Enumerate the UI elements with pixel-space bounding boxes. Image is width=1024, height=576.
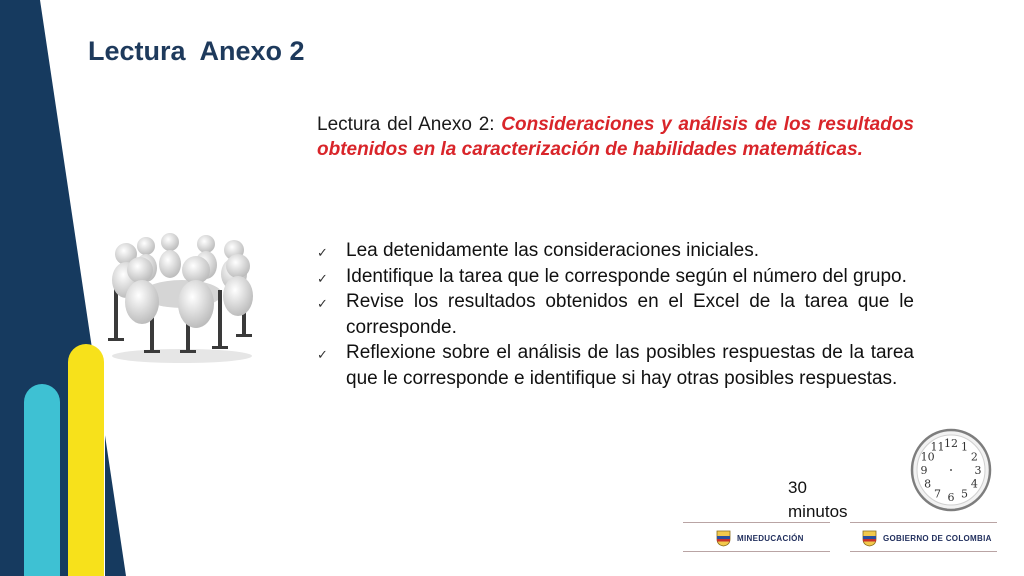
clock-number: 9 xyxy=(920,464,928,477)
list-item-text: Lea detenidamente las consideraciones iniciales. xyxy=(346,240,759,261)
check-icon: ✓ xyxy=(317,270,328,286)
colombia-shield-icon xyxy=(862,529,877,547)
clock-number: 4 xyxy=(970,477,978,491)
footer-divider xyxy=(850,551,997,552)
mineducacion-logo xyxy=(716,527,804,549)
intro-prefix: Lectura del Anexo 2: xyxy=(317,114,502,135)
list-item xyxy=(317,340,914,391)
clock-number: 1 xyxy=(961,440,968,454)
footer-divider xyxy=(683,522,830,523)
clock-number: 6 xyxy=(947,491,955,504)
intro-highlight: Consideraciones y análisis de los resultados obtenidos en la caracterización de habilidades matemáticas. xyxy=(317,114,914,160)
gobierno-logo xyxy=(862,527,992,549)
footer-divider xyxy=(850,522,997,523)
clock-icon xyxy=(910,428,992,512)
meeting-people-icon xyxy=(100,232,260,364)
timer-value: 30 xyxy=(788,478,807,497)
clock-number: 12 xyxy=(944,437,958,450)
clock-number: 3 xyxy=(974,464,982,477)
clock-number: 7 xyxy=(934,487,941,501)
check-icon: ✓ xyxy=(317,245,328,260)
footer-divider xyxy=(683,551,830,552)
clock-number: 2 xyxy=(970,450,978,464)
list-item xyxy=(317,264,914,290)
clock-number: 10 xyxy=(920,450,935,464)
list-item-text: Reflexione sobre el análisis de las posibles respuestas de la tarea que le corresponde e identifique si hay otras posibles respuestas. xyxy=(346,342,914,389)
logo-right-text: GOBIERNO DE COLOMBIA xyxy=(883,533,992,543)
instruction-list xyxy=(317,238,914,391)
logo-left-text: MINEDUCACIÓN xyxy=(737,533,804,543)
timer-label xyxy=(788,476,858,524)
list-item-text: Revise los resultados obtenidos en el Excel de la tarea que le corresponde. xyxy=(346,291,914,338)
timer-unit: minutos xyxy=(788,502,848,521)
list-item xyxy=(317,238,914,264)
intro-paragraph xyxy=(317,112,914,162)
list-item xyxy=(317,289,914,340)
check-icon: ✓ xyxy=(317,296,328,311)
check-icon: ✓ xyxy=(317,347,328,362)
clock-number: 8 xyxy=(924,477,932,491)
slide-title: Lectura Anexo 2 xyxy=(88,36,305,66)
list-item-text: Identifique la tarea que le corresponde según el número del grupo. xyxy=(346,265,907,287)
colombia-shield-icon xyxy=(716,529,731,547)
clock-number: 11 xyxy=(930,440,945,454)
clock-number: 5 xyxy=(961,487,968,501)
